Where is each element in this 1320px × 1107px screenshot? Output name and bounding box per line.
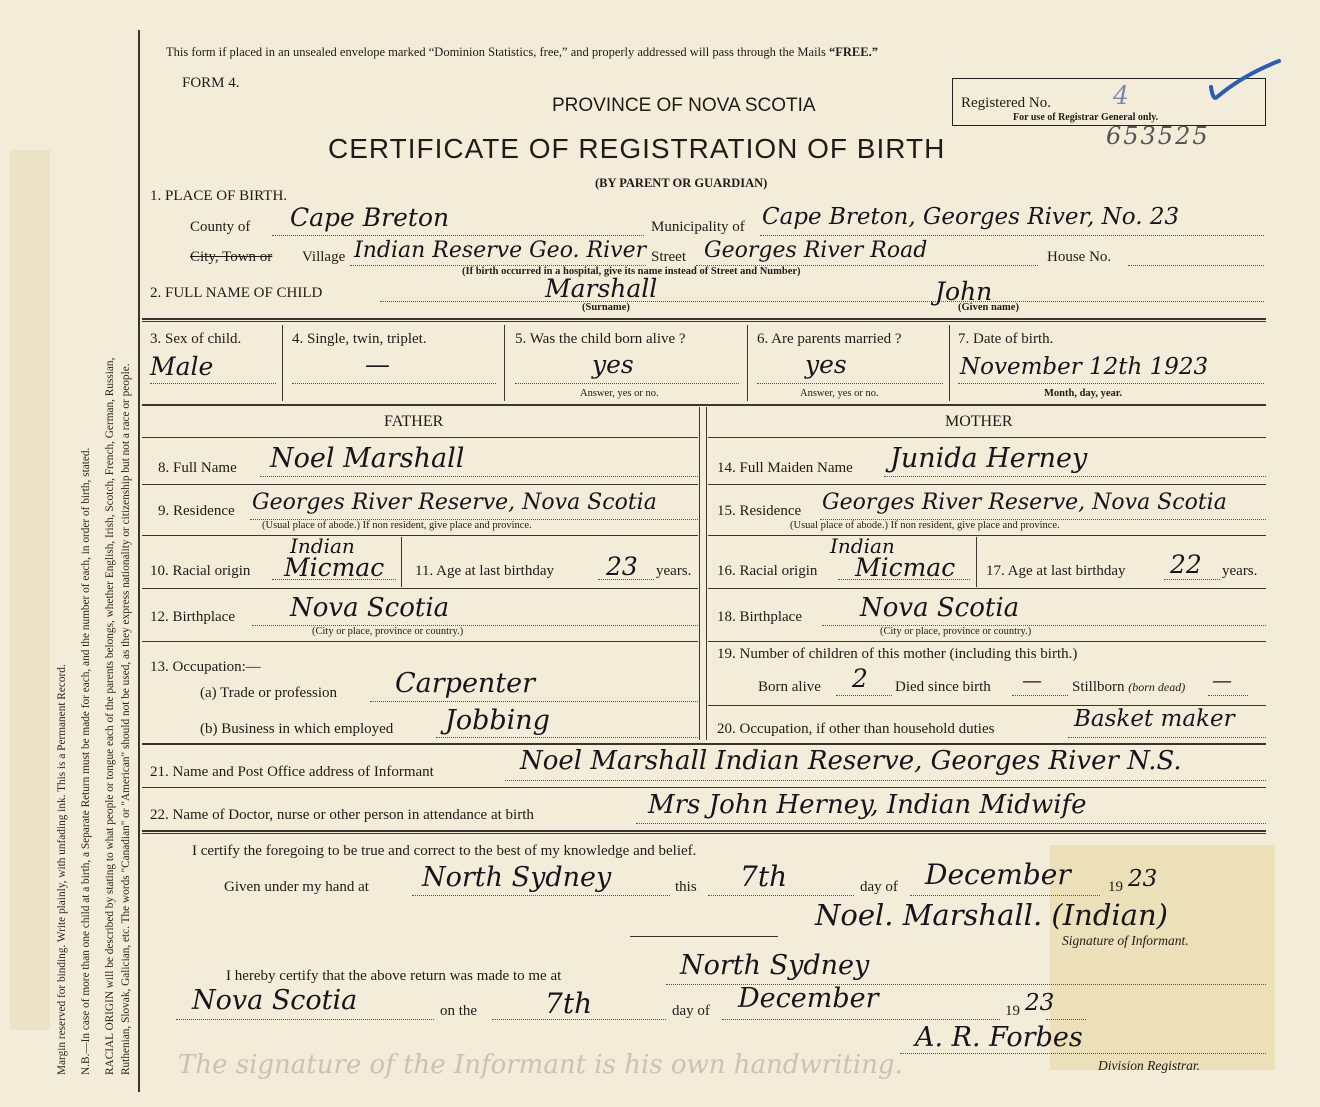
trade-value: Carpenter [395,668,536,699]
given-year-value: 23 [1128,866,1158,892]
born-alive-answer: yes [592,350,634,379]
father-heading: FATHER [384,413,444,430]
registrar-certify-statement: I hereby certify that the above return was made to me at [226,968,562,984]
margin-note-3: RACIAL ORIGIN will be described by stating to what people or tongue each of the parents belongs, whether English, Irish, Scotch, French, German, Russian, [104,357,116,1075]
tape-patch [1050,845,1275,1070]
mother-name-value: Junida Herney [890,443,1088,474]
stillborn-count: — [1212,668,1232,692]
occupation-heading: 13. Occupation:— [150,659,261,675]
this-label: this [675,879,697,895]
mother-age-value: 22 [1170,550,1202,579]
date-of-birth-label: 7. Date of birth. [958,331,1054,347]
child-given-name: John [935,277,993,306]
given-under-label: Given under my hand at [224,879,369,895]
attendant-value: Mrs John Herney, Indian Midwife [648,790,1087,820]
informant-value: Noel Marshall Indian Reserve, Georges River N.S. [520,746,1182,776]
business-label: (b) Business in which employed [200,721,394,737]
given-year-prefix: 19 [1108,879,1123,895]
father-age-unit: years. [656,563,692,579]
yesno-caption: Answer, yes or no. [580,388,659,399]
parents-married-answer: yes [805,350,847,379]
village-value: Indian Reserve Geo. River [354,238,647,263]
child-name-label: 2. FULL NAME OF CHILD [150,285,323,301]
registrar-day-of-label: day of [672,1003,710,1019]
born-alive-count: 2 [852,664,868,693]
stamp-number: 653525 [1106,122,1210,150]
city-town-label: City, Town or [190,249,273,265]
mother-residence-caption: (Usual place of abode.) If non resident, give place and province. [790,520,1060,531]
died-since-birth-count: — [1022,668,1042,692]
registrar-year-prefix: 19 [1005,1003,1020,1019]
mother-race-note: Indian [830,534,895,558]
mother-age-unit: years. [1222,563,1258,579]
village-label: Village [302,249,346,265]
place-heading: 1. PLACE OF BIRTH. [150,188,288,204]
registrar-signature-caption: Division Registrar. [1098,1058,1201,1073]
registered-value: 4 [1113,81,1129,110]
born-alive-label: Born alive [758,679,821,695]
mother-residence-label: 15. Residence [717,503,802,519]
surname-caption: (Surname) [582,302,630,313]
on-the-label: on the [440,1003,478,1019]
municipality-value: Cape Breton, Georges River, No. 23 [762,204,1180,230]
registrar-place-value: North Sydney [680,950,870,981]
father-race-label: 10. Racial origin [150,563,251,579]
born-alive-question: 5. Was the child born alive ? [515,331,686,347]
form-number: FORM 4. [182,75,240,91]
informant-label: 21. Name and Post Office address of Informant [150,764,434,780]
county-label: County of [190,219,251,235]
given-place-value: North Sydney [422,862,612,893]
attendant-label: 22. Name of Doctor, nurse or other person in attendance at birth [150,807,534,823]
pencil-note: The signature of the Informant is his own handwriting. [178,1050,903,1080]
father-name-value: Noel Marshall [270,443,465,474]
informant-signature-caption: Signature of Informant. [1062,933,1189,948]
mother-birthplace-value: Nova Scotia [860,593,1020,623]
mother-occupation-value: Basket maker [1074,706,1235,732]
father-residence-value: Georges River Reserve, Nova Scotia [252,490,657,515]
father-race-note: Indian [290,534,355,558]
registered-box [952,78,1266,126]
father-birthplace-value: Nova Scotia [290,593,450,623]
registrar-month-value: December [738,983,879,1014]
given-day-value: 7th [740,860,788,893]
mother-birthplace-label: 18. Birthplace [717,609,802,625]
died-since-birth-label: Died since birth [895,679,991,695]
registrar-year-value: 23 [1025,990,1055,1016]
date-of-birth-value: November 12th 1923 [960,354,1209,380]
given-day-of-label: day of [860,879,898,895]
father-name-label: 8. Full Name [158,460,237,476]
father-birthplace-label: 12. Birthplace [150,609,235,625]
mother-name-label: 14. Full Maiden Name [717,460,853,476]
stillborn-label: Stillborn (born dead) [1072,679,1186,695]
father-race-value: Micmac [284,553,385,582]
mother-residence-value: Georges River Reserve, Nova Scotia [822,490,1227,515]
mother-birthplace-caption: (City or place, province or country.) [880,626,1032,637]
margin-note-2: N.B.—In case of more than one child at a birth, a Separate Return must be made for each, and the number of each, in order of birth, stated. [80,447,92,1075]
registered-label: Registered No. [961,95,1051,111]
given-month-value: December [925,858,1071,891]
check-mark-icon [1203,57,1283,112]
sex-value: Male [150,352,214,381]
county-value: Cape Breton [290,203,450,232]
tape-patch [10,150,50,1030]
margin-note-1: Margin reserved for binding. Write plainly, with unfading ink. This is a Permanent Record. [56,664,68,1075]
postal-note: This form if placed in an unsealed envelope marked “Dominion Statistics, free,” and properly addressed will pass through the Mails “FREE.” [166,45,878,59]
mother-race-value: Micmac [855,553,956,582]
house-number-label: House No. [1047,249,1112,265]
municipality-label: Municipality of [651,219,745,235]
registrar-signature: A. R. Forbes [915,1022,1083,1053]
certify-statement: I certify the foregoing to be true and correct to the best of my knowledge and belief. [192,843,697,859]
father-birthplace-caption: (City or place, province or country.) [312,626,464,637]
street-label: Street [651,249,686,265]
plurality-label: 4. Single, twin, triplet. [292,331,427,347]
informant-signature: Noel. Marshall. (Indian) [815,898,1168,932]
mother-age-label: 17. Age at last birthday [986,563,1126,579]
trade-label: (a) Trade or profession [200,685,338,701]
father-residence-label: 9. Residence [158,503,235,519]
sex-label: 3. Sex of child. [150,331,242,347]
page-title: CERTIFICATE OF REGISTRATION OF BIRTH [328,133,946,164]
hospital-note: (If birth occurred in a hospital, give its name instead of Street and Number) [462,266,801,277]
given-name-caption: (Given name) [958,302,1019,313]
registrar-day-value: 7th [545,987,593,1020]
mother-occupation-label: 20. Occupation, if other than household duties [717,721,995,737]
business-value: Jobbing [445,705,550,736]
page-subtitle: (BY PARENT OR GUARDIAN) [595,176,768,190]
father-age-label: 11. Age at last birthday [415,563,554,579]
date-caption: Month, day, year. [1044,388,1123,399]
registrar-use-note: For use of Registrar General only. [1013,112,1159,123]
mother-race-label: 16. Racial origin [717,563,818,579]
parents-married-question: 6. Are parents married ? [757,331,902,347]
mother-heading: MOTHER [945,413,1013,430]
yesno-caption: Answer, yes or no. [800,388,879,399]
father-residence-caption: (Usual place of abode.) If non resident, give place and province. [262,520,532,531]
children-count-label: 19. Number of children of this mother (including this birth.) [717,646,1078,662]
province-heading: PROVINCE OF NOVA SCOTIA [552,95,816,116]
plurality-value: — [365,350,390,379]
child-surname: Marshall [545,274,658,303]
margin-note-4: Ruthenian, Slovak, Galician, etc. The words "Canadian" or "American" should not be used, as they express nationality or citizenship but not a race or people. [120,363,132,1075]
street-value: Georges River Road [704,238,928,263]
registrar-province-value: Nova Scotia [192,985,358,1016]
father-age-value: 23 [606,552,638,581]
